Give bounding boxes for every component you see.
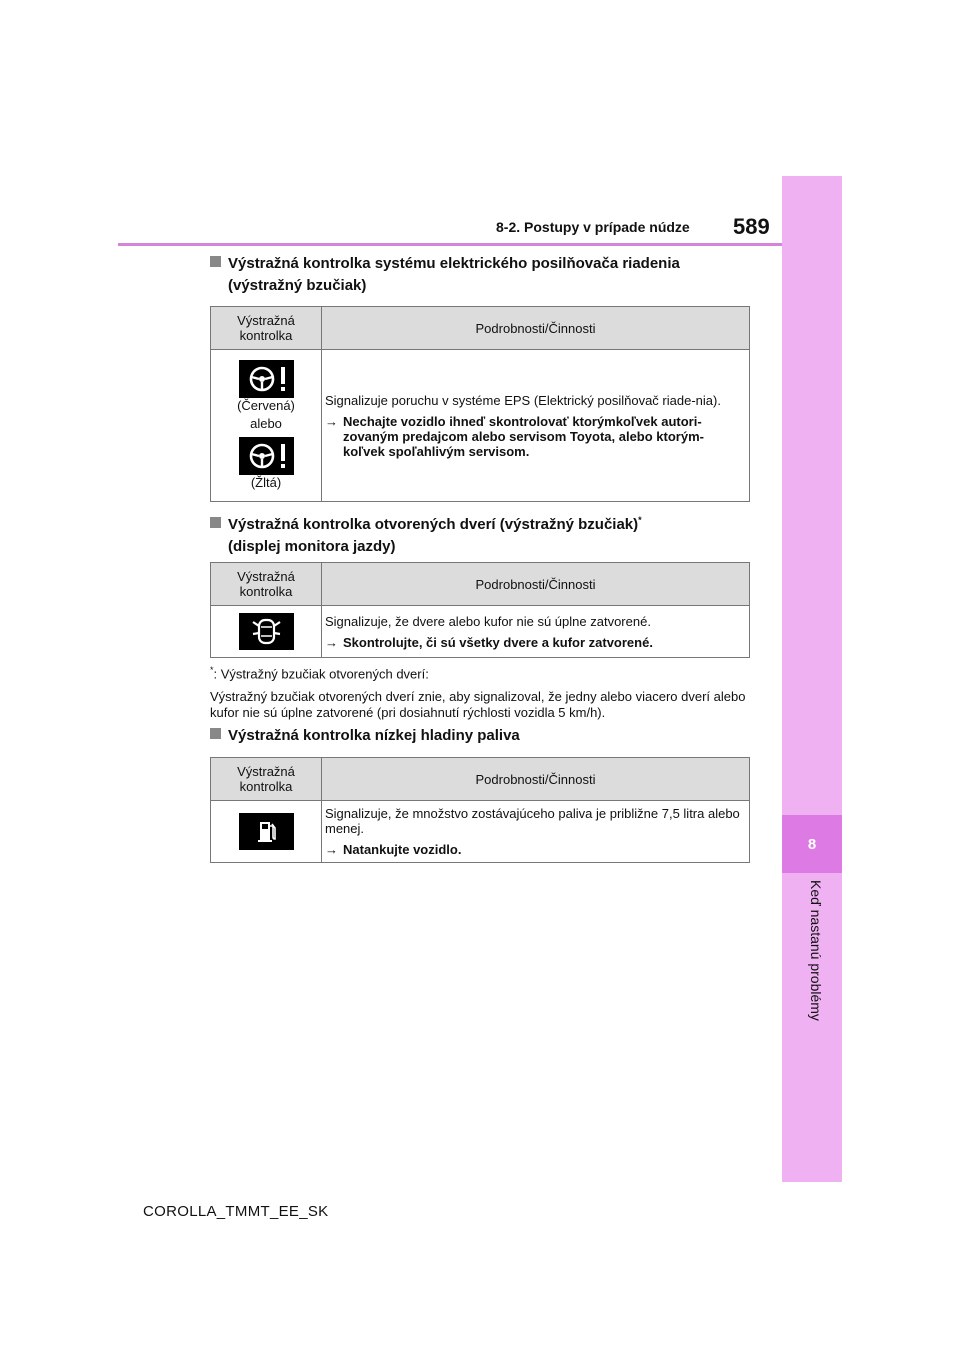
fuel-pump-icon [239,813,294,850]
eps-indicator-cell [211,350,322,502]
heading-eps: Výstražná kontrolka systému elektrického posilňovača riadenia (výstražný bzučiak) [210,253,680,297]
eps-details-cell [322,350,750,502]
heading-fuel: Výstražná kontrolka nízkej hladiny paliva [210,725,520,747]
bullet-square-icon [210,517,221,528]
col-header-details: Podrobnosti/Činnosti [322,758,750,801]
door-description: Signalizuje, že dvere alebo kufor nie sú úplne zatvorené. [325,613,651,629]
col-header-details: Podrobnosti/Činnosti [322,563,750,606]
or-text: alebo [250,416,282,431]
header-rule [118,243,782,246]
door-open-icon [239,613,294,650]
arrow-icon: → [325,413,338,429]
document-code: COROLLA_TMMT_EE_SK [143,1203,329,1220]
door-warning-table [210,562,750,658]
door-details-cell [322,606,750,658]
fuel-details-cell [322,801,750,863]
arrow-icon: → [325,842,338,857]
steering-warning-icon [239,437,294,475]
bullet-square-icon [210,728,221,739]
col-header-light: Výstražná kontrolka [211,563,322,606]
section-title: 8-2. Postupy v prípade núdze [496,219,690,235]
door-indicator-cell [211,606,322,658]
fuel-action: → Natankujte vozidlo. [325,842,462,857]
col-header-details: Podrobnosti/Činnosti [322,307,750,350]
fuel-indicator-cell [211,801,322,863]
eps-warning-table [210,306,750,502]
door-action: → Skontrolujte, či sú všetky dvere a kufor zatvorené. [325,634,653,650]
eps-description: Signalizuje poruchu v systéme EPS (Elektrický posilňovač riade-nia). [325,392,721,408]
col-header-light: Výstražná kontrolka [211,307,322,350]
footnote-label: *: Výstražný bzučiak otvorených dverí: [210,665,429,682]
fuel-warning-table [210,757,750,863]
arrow-icon: → [325,634,338,650]
footnote-mark: * [638,515,642,525]
red-caption: (Červená) [237,398,295,413]
col-header-light: Výstražná kontrolka [211,758,322,801]
page-number: 589 [733,214,770,239]
yellow-caption: (Žltá) [250,475,282,490]
steering-warning-icon [239,360,294,398]
fuel-description: Signalizuje, že množstvo zostávajúceho paliva je približne 7,5 litra alebo menej. [325,806,740,836]
footnote-text: Výstražný bzučiak otvorených dverí znie, aby signalizoval, že jedny alebo viacero dverí alebo kufor nie sú úplne zatvorené (pri dosiahnutí rýchlosti vozidla 5 km/h). [210,689,746,720]
heading-door: Výstražná kontrolka otvorených dverí (výstražný bzučiak)* (displej monitora jazdy) [210,509,642,558]
chapter-number: 8 [782,815,842,873]
bullet-square-icon [210,256,221,267]
chapter-title: Keď nastanú problémy [808,880,824,1021]
eps-action: → Nechajte vozidlo ihneď skontrolovať ktorýmkoľvek autori-zovaným predajcom alebo servisom Toyota, alebo ktorým-koľvek spoľahlivým servisom. [325,413,704,459]
